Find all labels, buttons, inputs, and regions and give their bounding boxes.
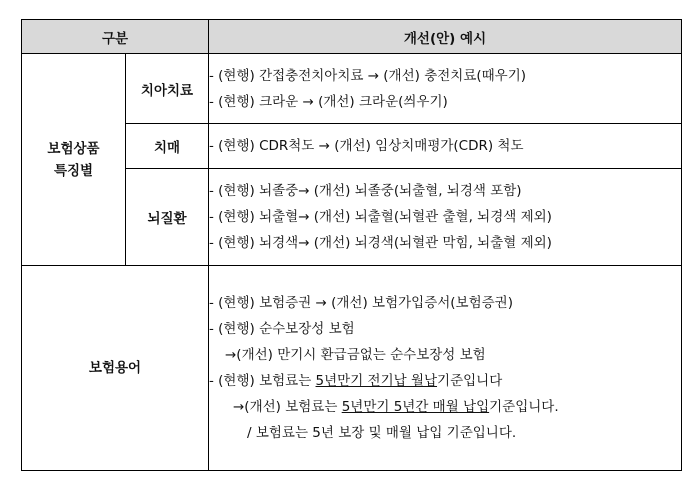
content-line: - (현행) CDR척도 → (개선) 임상치매평가(CDR) 척도: [209, 138, 524, 154]
content-line: [209, 394, 681, 420]
table-row: [22, 54, 682, 124]
header-category: 구분: [22, 20, 209, 54]
content-brain-disease: [209, 169, 682, 266]
text-segment: - (현행) 보험료는: [209, 373, 316, 389]
category-label-line2: 특징별: [53, 162, 94, 179]
content-line: - (현행) 뇌출혈→ (개선) 뇌출혈(뇌혈관 출혈, 뇌경색 제외): [209, 209, 552, 225]
sub-dental: 치아치료: [126, 54, 209, 124]
content-dental: [209, 54, 682, 124]
category-label-line1: 보험상품: [47, 140, 100, 157]
sub-brain-disease: 뇌질환: [126, 169, 209, 266]
category-insurance-terms: 보험용어: [22, 266, 209, 471]
table-header-row: [22, 20, 682, 54]
content-line: - (현행) 보험증권 → (개선) 보험가입증서(보험증권): [209, 295, 513, 311]
content-dementia: [209, 124, 682, 169]
sub-dementia: 치매: [126, 124, 209, 169]
underlined-text: 5년만기 전기납 월납: [315, 373, 438, 389]
underlined-text: 5년만기 5년간 매월 납입: [341, 399, 490, 415]
text-segment: 기준입니다: [437, 373, 503, 389]
content-line: - (현행) 뇌경색→ (개선) 뇌경색(뇌혈관 막힘, 뇌출혈 제외): [209, 235, 552, 251]
text-segment: →(개선) 보험료는: [233, 399, 342, 415]
content-line: - (현행) 간접충전치아치료 → (개선) 충전치료(때우기): [209, 67, 527, 84]
improvement-table: [21, 19, 682, 471]
table-row: [22, 266, 682, 471]
content-insurance-terms: [209, 266, 682, 471]
content-line: / 보험료는 5년 보장 및 매월 납입 기준입니다.: [247, 425, 517, 441]
content-line: - (현행) 뇌졸중→ (개선) 뇌졸중(뇌출혈, 뇌경색 포함): [209, 183, 522, 199]
text-segment: 기준입니다.: [489, 399, 559, 415]
content-line: - (현행) 크라운 → (개선) 크라운(씌우기): [209, 93, 448, 110]
category-product-features: [22, 54, 126, 266]
content-line: [209, 368, 681, 394]
content-line: - (현행) 순수보장성 보험: [209, 321, 355, 337]
content-line: →(개선) 만기시 환급금없는 순수보장성 보험: [225, 347, 486, 363]
header-example: 개선(안) 예시: [209, 20, 682, 54]
